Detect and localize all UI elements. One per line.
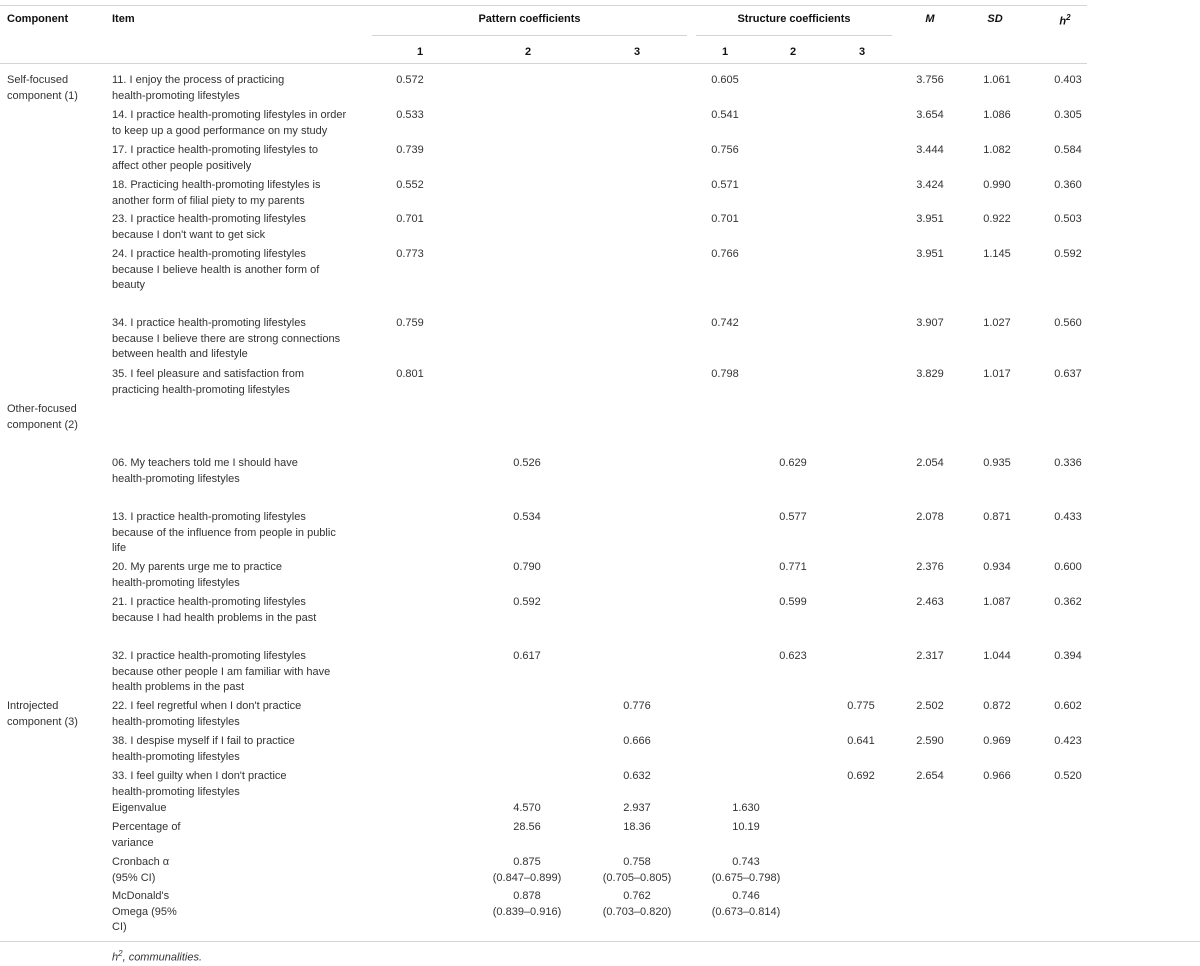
mean-value: 3.951 — [916, 213, 944, 225]
stat-value: 0.746 (0.673–0.814) — [711, 890, 781, 918]
header-item: Item — [112, 13, 135, 25]
structure-coefficient: 0.766 — [711, 248, 739, 260]
sd-value: 1.087 — [983, 596, 1011, 608]
item-text: 17. I practice health-promoting lifestyles to affect other people positively — [112, 144, 319, 172]
component-label: Self-focused component (1) — [7, 74, 78, 102]
mean-value: 3.951 — [916, 248, 944, 260]
structure-coefficient: 0.798 — [711, 368, 739, 380]
pattern-coefficient: 0.534 — [513, 511, 541, 523]
subheader-structure-1: 1 — [721, 46, 729, 58]
mean-value: 2.376 — [916, 561, 944, 573]
pattern-coefficient: 0.617 — [513, 650, 541, 662]
item-text: 20. My parents urge me to practice health-promoting lifestyles — [112, 561, 282, 589]
header-h: h — [1059, 15, 1067, 28]
structure-coefficient: 0.742 — [711, 317, 739, 329]
header-structure-coefficients: Structure coefficients — [737, 13, 851, 25]
sd-value: 1.086 — [983, 109, 1011, 121]
communality-value: 0.637 — [1054, 368, 1082, 380]
item-text: 23. I practice health-promoting lifestyles because I don't want to get sick — [112, 213, 306, 241]
pattern-coefficient: 0.801 — [396, 368, 424, 380]
stat-label: Eigenvalue — [112, 802, 167, 814]
mean-value: 3.907 — [916, 317, 944, 329]
bottom-rule — [0, 941, 1200, 942]
stat-value: 10.19 — [732, 821, 760, 833]
component-label: Other-focused component (2) — [7, 403, 78, 431]
pattern-coefficient: 0.592 — [513, 596, 541, 608]
communality-value: 0.305 — [1054, 109, 1082, 121]
top-rule — [0, 5, 1087, 6]
structure-coefficient: 0.623 — [779, 650, 807, 662]
stat-label: McDonald's Omega (95% CI) — [112, 890, 177, 933]
structure-coefficient: 0.771 — [779, 561, 807, 573]
pattern-coefficient: 0.572 — [396, 74, 424, 86]
header-component: Component — [7, 13, 69, 25]
sd-value: 0.872 — [983, 700, 1011, 712]
mean-value: 2.590 — [916, 735, 944, 747]
pattern-coefficient: 0.632 — [623, 770, 651, 782]
structure-coefficient: 0.692 — [847, 770, 875, 782]
footnote-text: , communalities. — [122, 951, 203, 964]
item-text: 32. I practice health-promoting lifestyles because other people I am familiar with have health problems in the past — [112, 650, 331, 693]
item-text: 11. I enjoy the process of practicing health-promoting lifestyles — [112, 74, 285, 102]
structure-coefficient: 0.541 — [711, 109, 739, 121]
mean-value: 3.444 — [916, 144, 944, 156]
header-mean: M — [925, 13, 935, 25]
stat-value: 4.570 — [513, 802, 541, 814]
stat-value: 0.875 (0.847–0.899) — [492, 856, 562, 884]
subheader-pattern-2: 2 — [524, 46, 532, 58]
header-sd: SD — [987, 13, 1003, 25]
sd-value: 0.969 — [983, 735, 1011, 747]
mean-value: 3.756 — [916, 74, 944, 86]
item-text: 34. I practice health-promoting lifestyles because I believe there are strong connections between health and lifestyle — [112, 317, 341, 360]
sd-value: 1.044 — [983, 650, 1011, 662]
item-text: 18. Practicing health-promoting lifestyles is another form of filial piety to my parents — [112, 179, 321, 207]
stat-value: 0.758 (0.705–0.805) — [602, 856, 672, 884]
pattern-rule — [372, 35, 687, 36]
communality-value: 0.602 — [1054, 700, 1082, 712]
sd-value: 1.017 — [983, 368, 1011, 380]
structure-coefficient: 0.641 — [847, 735, 875, 747]
stat-value: 18.36 — [623, 821, 651, 833]
header-pattern-coefficients: Pattern coefficients — [478, 13, 581, 25]
sd-value: 0.934 — [983, 561, 1011, 573]
sd-value: 0.966 — [983, 770, 1011, 782]
mean-value: 2.654 — [916, 770, 944, 782]
pattern-coefficient: 0.533 — [396, 109, 424, 121]
mean-value: 2.317 — [916, 650, 944, 662]
mean-value: 2.502 — [916, 700, 944, 712]
sd-value: 1.061 — [983, 74, 1011, 86]
communality-value: 0.394 — [1054, 650, 1082, 662]
stat-label: Cronbach α (95% CI) — [112, 856, 170, 884]
item-text: 13. I practice health-promoting lifestyles because of the influence from people in public life — [112, 511, 336, 554]
footnote-h-sup: 2 — [118, 949, 123, 958]
communality-value: 0.362 — [1054, 596, 1082, 608]
pattern-coefficient: 0.790 — [513, 561, 541, 573]
communality-value: 0.433 — [1054, 511, 1082, 523]
mean-value: 2.463 — [916, 596, 944, 608]
item-text: 14. I practice health-promoting lifestyles in order to keep up a good performance on my study — [112, 109, 347, 137]
sd-value: 0.990 — [983, 179, 1011, 191]
communality-value: 0.600 — [1054, 561, 1082, 573]
communality-value: 0.560 — [1054, 317, 1082, 329]
pattern-coefficient: 0.759 — [396, 317, 424, 329]
structure-coefficient: 0.701 — [711, 213, 739, 225]
stat-value: 0.878 (0.839–0.916) — [492, 890, 562, 918]
communality-value: 0.423 — [1054, 735, 1082, 747]
sd-value: 0.935 — [983, 457, 1011, 469]
structure-rule — [696, 35, 892, 36]
sd-value: 0.871 — [983, 511, 1011, 523]
communality-value: 0.403 — [1054, 74, 1082, 86]
item-text: 33. I feel guilty when I don't practice health-promoting lifestyles — [112, 770, 287, 798]
pattern-coefficient: 0.773 — [396, 248, 424, 260]
mean-value: 2.078 — [916, 511, 944, 523]
structure-coefficient: 0.629 — [779, 457, 807, 469]
subheader-structure-3: 3 — [858, 46, 866, 58]
stat-value: 0.743 (0.675–0.798) — [711, 856, 781, 884]
component-label: Introjected component (3) — [7, 700, 78, 728]
stat-value: 2.937 — [623, 802, 651, 814]
sd-value: 0.922 — [983, 213, 1011, 225]
header-h-sup: 2 — [1066, 13, 1071, 22]
item-text: 38. I despise myself if I fail to practice health-promoting lifestyles — [112, 735, 295, 763]
communality-value: 0.336 — [1054, 457, 1082, 469]
mean-value: 3.829 — [916, 368, 944, 380]
mean-value: 3.654 — [916, 109, 944, 121]
footnote-h: h — [112, 951, 119, 964]
item-text: 24. I practice health-promoting lifestyles because I believe health is another form of beauty — [112, 248, 320, 291]
mean-value: 3.424 — [916, 179, 944, 191]
pattern-coefficient: 0.776 — [623, 700, 651, 712]
item-text: 22. I feel regretful when I don't practice health-promoting lifestyles — [112, 700, 302, 728]
structure-coefficient: 0.599 — [779, 596, 807, 608]
sd-value: 1.145 — [983, 248, 1011, 260]
structure-coefficient: 0.756 — [711, 144, 739, 156]
pattern-coefficient: 0.739 — [396, 144, 424, 156]
structure-coefficient: 0.605 — [711, 74, 739, 86]
pattern-coefficient: 0.526 — [513, 457, 541, 469]
item-text: 06. My teachers told me I should have health-promoting lifestyles — [112, 457, 298, 485]
pattern-coefficient: 0.552 — [396, 179, 424, 191]
subheader-structure-2: 2 — [789, 46, 797, 58]
structure-coefficient: 0.577 — [779, 511, 807, 523]
stat-label: Percentage of variance — [112, 821, 181, 849]
communality-value: 0.584 — [1054, 144, 1082, 156]
sd-value: 1.027 — [983, 317, 1011, 329]
subheader-pattern-1: 1 — [416, 46, 424, 58]
stat-value: 1.630 — [732, 802, 760, 814]
sd-value: 1.082 — [983, 144, 1011, 156]
header-communality — [1035, 10, 1095, 30]
mean-value: 2.054 — [916, 457, 944, 469]
structure-coefficient: 0.775 — [847, 700, 875, 712]
pattern-coefficient: 0.666 — [623, 735, 651, 747]
item-text: 35. I feel pleasure and satisfaction from practicing health-promoting lifestyles — [112, 368, 304, 396]
pattern-coefficient: 0.701 — [396, 213, 424, 225]
communality-value: 0.503 — [1054, 213, 1082, 225]
communality-value: 0.592 — [1054, 248, 1082, 260]
header-rule — [0, 63, 1087, 64]
subheader-pattern-3: 3 — [633, 46, 641, 58]
communality-value: 0.520 — [1054, 770, 1082, 782]
structure-coefficient: 0.571 — [711, 179, 739, 191]
stat-value: 0.762 (0.703–0.820) — [602, 890, 672, 918]
footnote — [112, 946, 202, 966]
stat-value: 28.56 — [513, 821, 541, 833]
item-text: 21. I practice health-promoting lifestyles because I had health problems in the past — [112, 596, 317, 624]
communality-value: 0.360 — [1054, 179, 1082, 191]
